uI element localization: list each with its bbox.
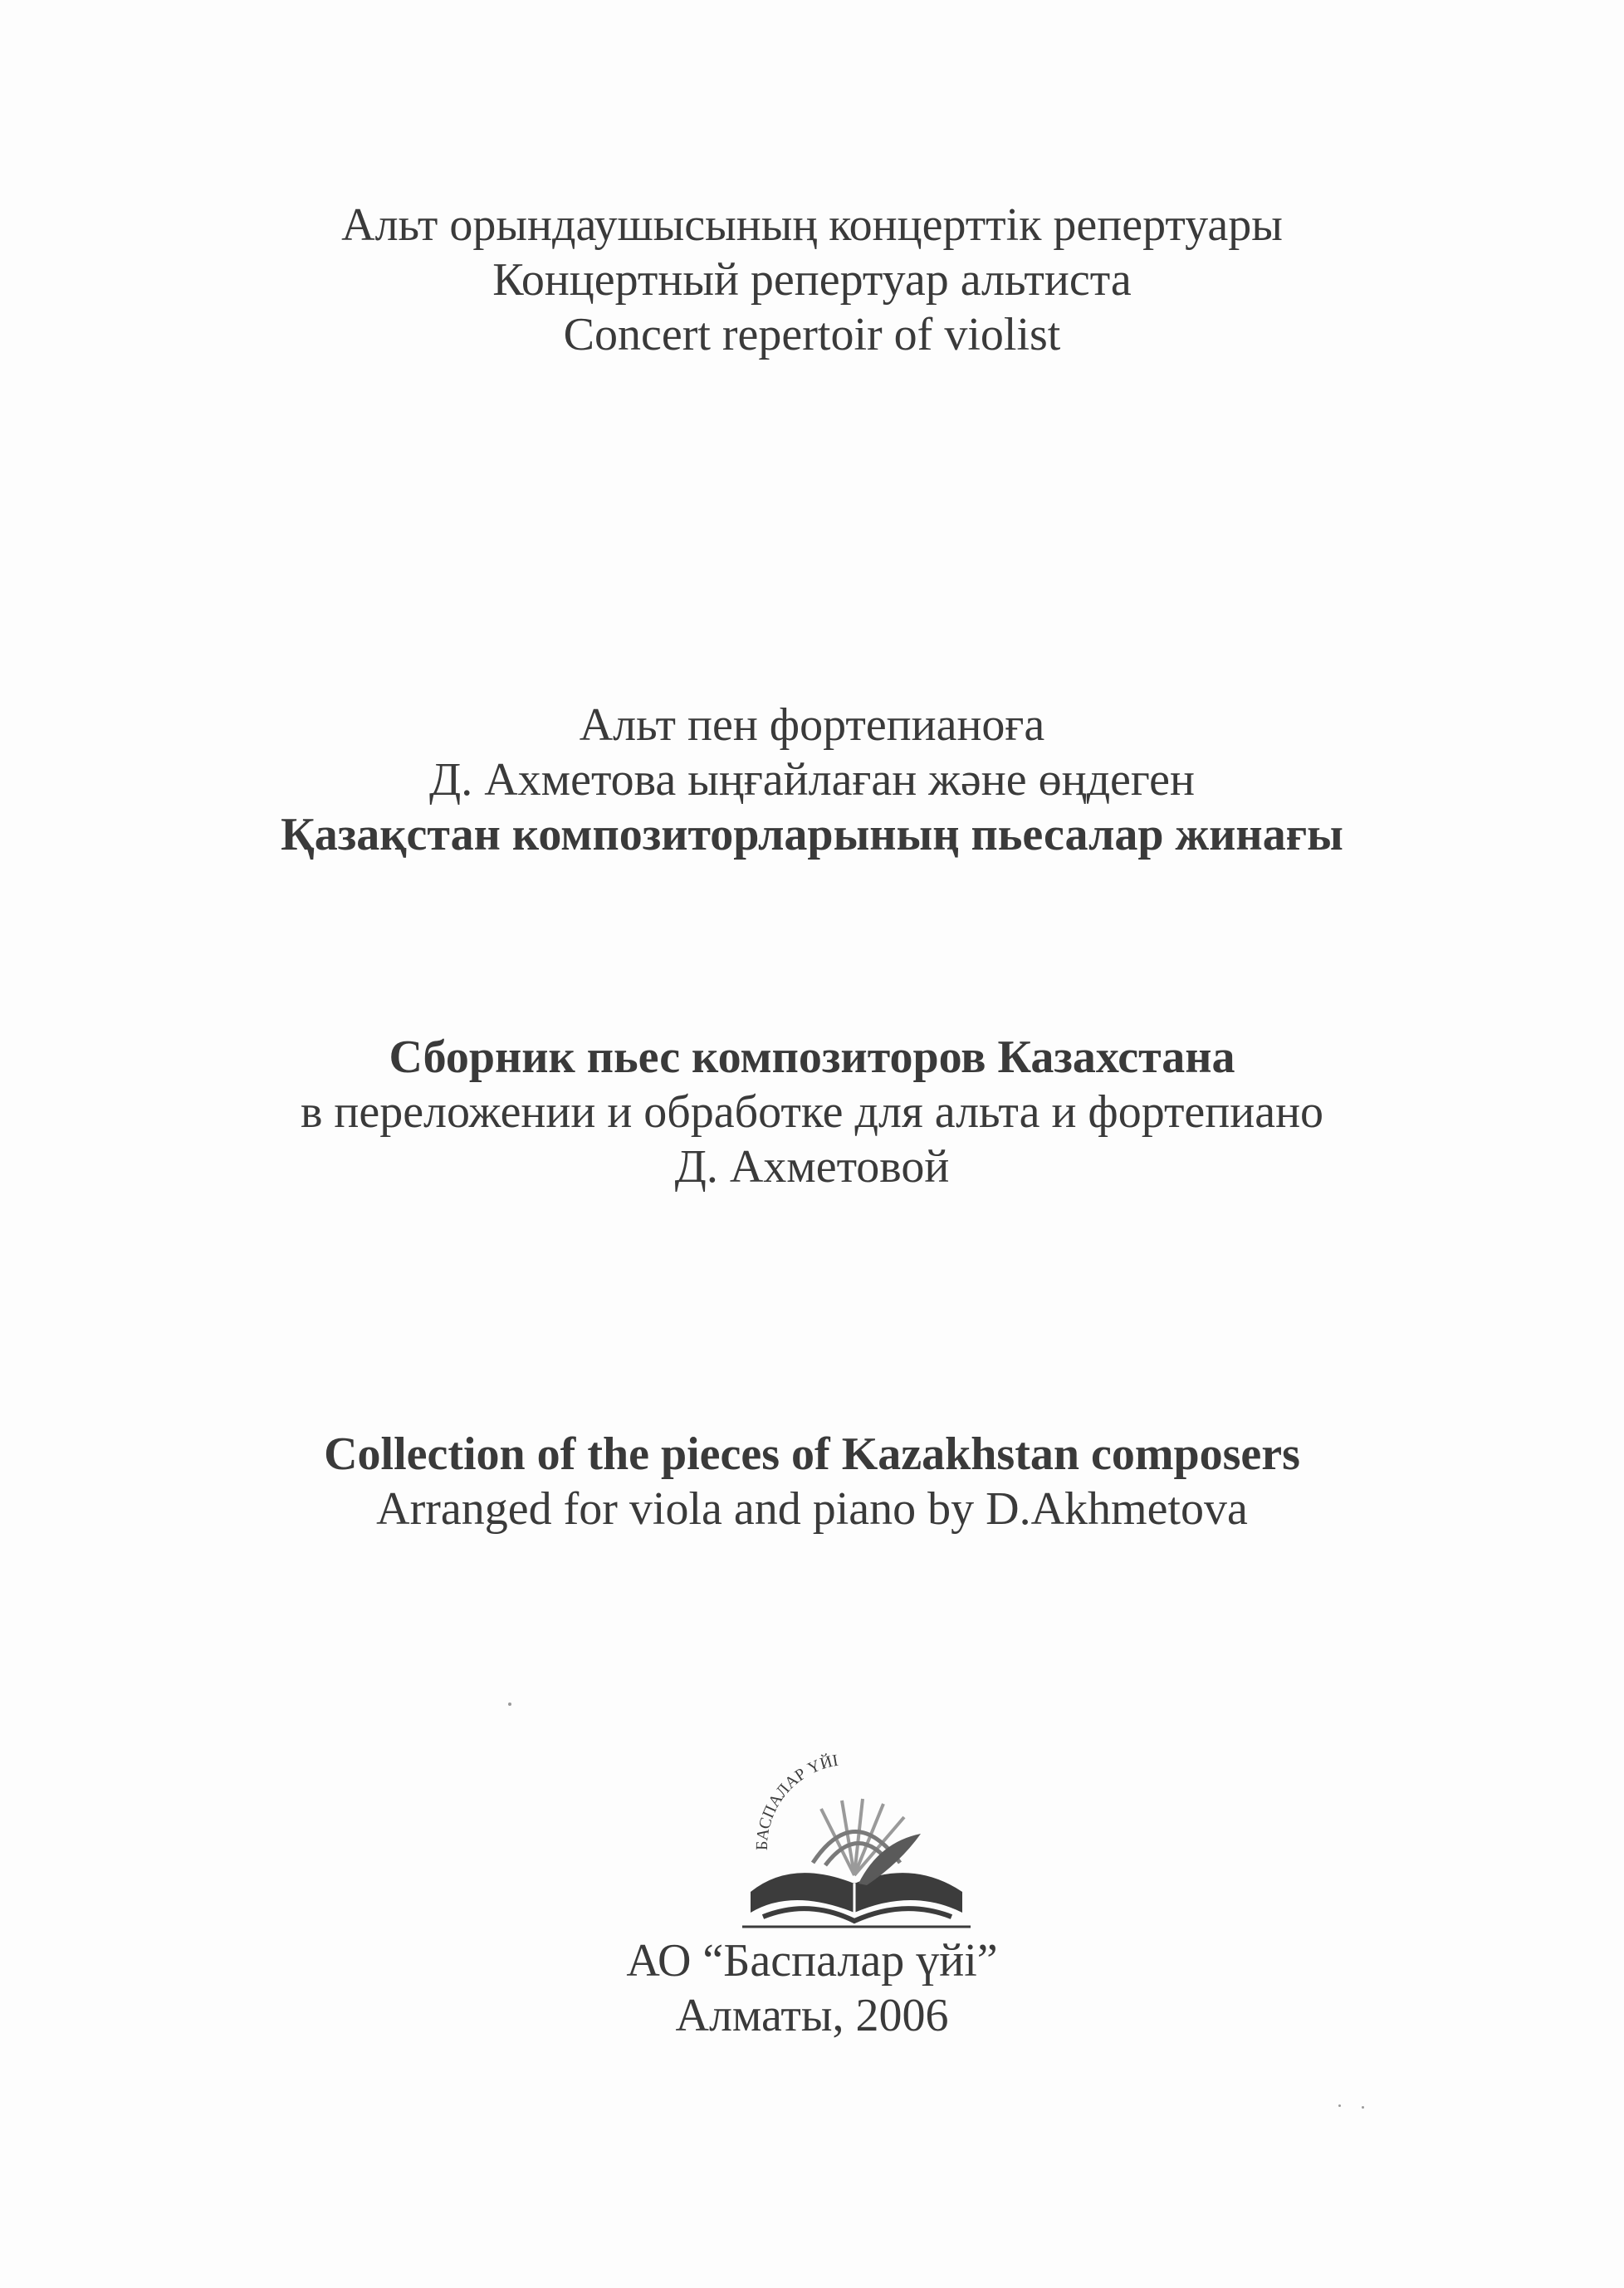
series-title-block xyxy=(0,198,1624,362)
kazakh-title-block xyxy=(0,698,1624,862)
series-title-kazakh: Альт орындаушысының концерттік репертуары xyxy=(341,199,1283,251)
english-title-block xyxy=(0,1427,1624,1536)
russian-main-title: Сборник пьес композиторов Казахстана xyxy=(389,1031,1235,1083)
russian-title-block xyxy=(0,1030,1624,1194)
english-subtitle-arranger: Arranged for viola and piano by D.Akhmetova xyxy=(376,1483,1248,1535)
russian-subtitle-instrument: в переложении и обработке для альта и фортепиано xyxy=(300,1086,1324,1138)
scan-speck xyxy=(1362,2106,1364,2109)
publisher-block xyxy=(0,1933,1624,2043)
russian-subtitle-arranger: Д. Ахметовой xyxy=(674,1141,950,1193)
publisher-name: АО “Баспалар үйі” xyxy=(626,1935,998,1987)
kazakh-main-title: Қазақстан композиторларының пьесалар жинағы xyxy=(281,809,1343,860)
kazakh-subtitle-arranger: Д. Ахметова ыңғайлаған және өңдеген xyxy=(429,754,1195,806)
publisher-city-year: Алматы, 2006 xyxy=(675,1990,949,2041)
publisher-logo xyxy=(734,1751,975,1933)
english-main-title: Collection of the pieces of Kazakhstan composers xyxy=(324,1428,1300,1480)
kazakh-subtitle-instrument: Альт пен фортепианоға xyxy=(579,699,1045,751)
series-title-russian: Концертный репертуар альтиста xyxy=(492,254,1132,306)
series-title-english: Concert repertoir of violist xyxy=(563,309,1061,360)
scan-speck xyxy=(508,1703,511,1706)
logo-arc-lettering: БАСПАЛАР ҮЙІ xyxy=(752,1751,840,1851)
logo-open-book xyxy=(751,1873,962,1921)
scan-speck xyxy=(1338,2104,1341,2107)
